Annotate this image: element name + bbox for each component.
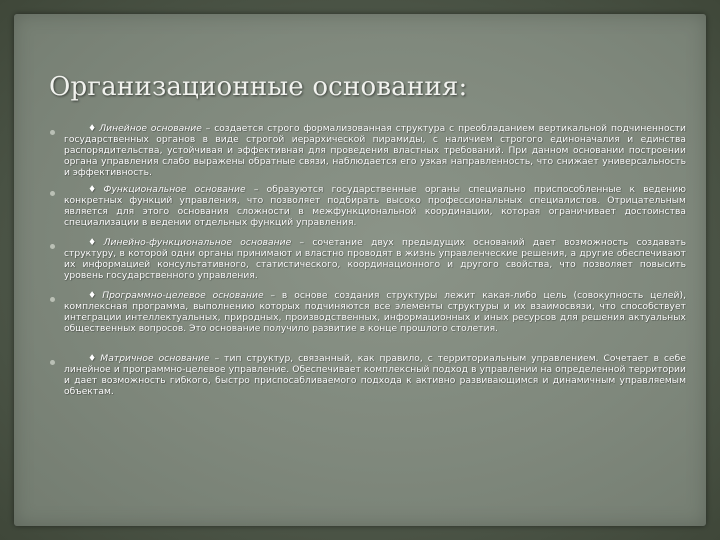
item-text xyxy=(64,354,686,398)
diamond-icon: ♦ xyxy=(88,123,98,134)
item-description: – сочетание двух предыдущих оснований дает возможность создавать структуру, в которой одни органы принимают и властно проводят в жизнь управленческие решения, а другие обеспечивают их информацией консультативного, статистического, координационного и другого свойства, что позволяет повысить уровень государственного управления. xyxy=(64,237,686,281)
item-text xyxy=(64,291,686,335)
item-description: – тип структур, связанный, как правило, с территориальным управлением. Сочетает в себе линейное и программно-целевое управление. Обеспечивает комплексный подход в управлении на определенной территории и дает возможность гибкого, быстро приспосабливаемого подхода к активно развивающимся и динамичным управляемым объектам. xyxy=(64,353,686,397)
item-term: Функциональное основание xyxy=(103,184,246,195)
item-description: – создается строго формализованная структура с преобладанием вертикальной подчиненности государственных органов в виде строгой иерархической пирамиды, с наличием строгого единоначалия и единства распорядительства, устойчивая и эффективная для проведения властных требований. При данном основании построении органа управления слабо выражены обратные связи, наблюдается его узкая направленность, что снижает универсальность и эффективность. xyxy=(64,123,687,178)
diamond-icon: ♦ xyxy=(88,184,102,195)
item-text xyxy=(64,185,686,229)
bullet-dot-icon xyxy=(50,191,55,196)
diamond-icon: ♦ xyxy=(88,237,102,248)
item-term: Матричное основание xyxy=(100,353,210,364)
diamond-icon: ♦ xyxy=(88,290,101,301)
bullet-dot-icon xyxy=(50,244,55,249)
item-text xyxy=(64,238,686,282)
item-term: Программно-целевое основание xyxy=(102,290,264,301)
diamond-icon: ♦ xyxy=(88,353,99,364)
item-description: – образуются государственные органы специально приспособленные к ведению конкретных функций управления, что позволяет подбирать высоко профессиональных специалистов. Отрицательным является для этого основания сложности в межфункциональной координации, которая ограничивает достоинства специализации в ведении отдельных функций управления. xyxy=(64,184,686,228)
item-description: – в основе создания структуры лежит какая-либо цель (совокупность целей), комплексная программа, выполнению которых подчиняются все элементы структуры и их взаимосвязи, что способствует интеграции интеллектуальных, природных, производственных, информационных и иных ресурсов для решения актуальных общественных вопросов. Это основание получило развитие в конце прошлого столетия. xyxy=(64,290,686,334)
bullet-dot-icon xyxy=(50,130,55,135)
item-term: Линейно-функциональное основание xyxy=(103,237,292,248)
item-text xyxy=(64,124,686,179)
bullet-dot-icon xyxy=(50,297,55,302)
slide-title: Организационные основания: xyxy=(49,72,468,102)
item-term: Линейное основание xyxy=(99,123,202,134)
bullet-dot-icon xyxy=(50,360,55,365)
